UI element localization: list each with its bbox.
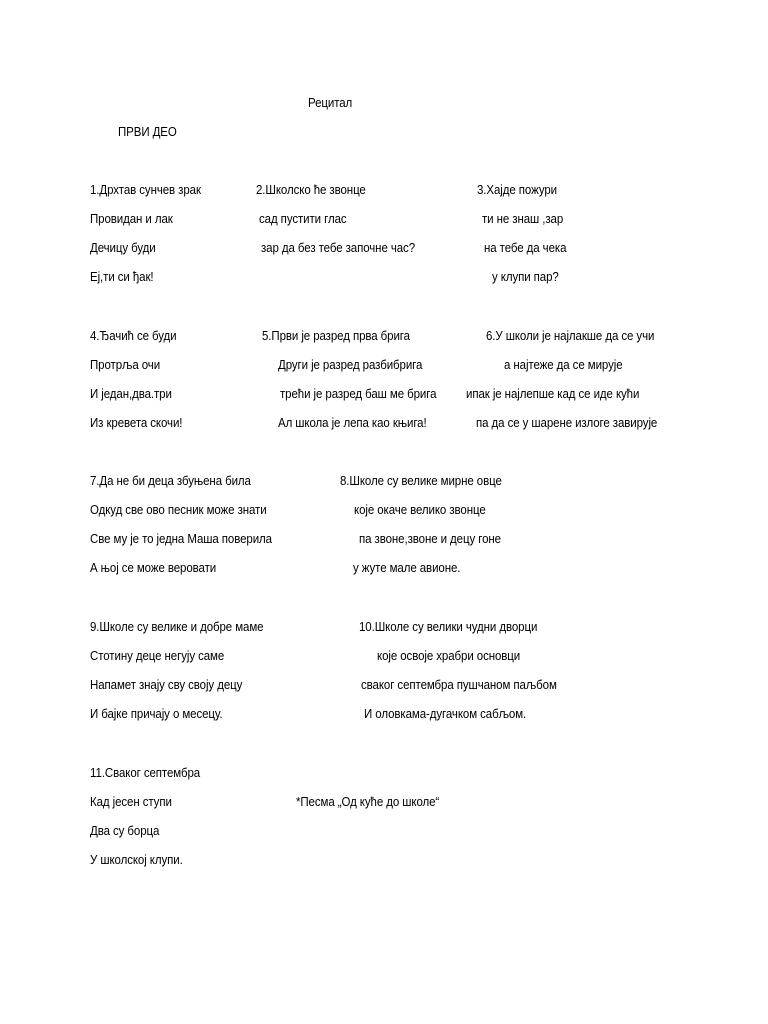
poem-3-line-3: на тебе да чека xyxy=(484,241,567,255)
poem-11-line-2: Кад јесен ступи xyxy=(90,795,172,809)
poem-1-line-4: Еј,ти си ђак! xyxy=(90,270,154,284)
poem-3-line-2: ти не знаш ,зар xyxy=(482,212,564,226)
poem-11-line-4: У школској клупи. xyxy=(90,853,183,867)
poem-6-line-2: а најтеже да се мирује xyxy=(504,358,623,372)
document-title: Рецитал xyxy=(308,96,353,110)
poem-1-line-3: Дечицу буди xyxy=(90,241,156,255)
section-heading: ПРВИ ДЕО xyxy=(118,125,177,139)
poem-9-line-3: Напамет знају сву своју децу xyxy=(90,678,243,692)
poem-7-line-1: 7.Да не би деца збуњена била xyxy=(90,474,251,488)
poem-1-line-2: Провидан и лак xyxy=(90,212,173,226)
poem-10-line-2: које освоје храбри основци xyxy=(377,649,521,663)
poem-4-line-4: Из кревета скочи! xyxy=(90,416,183,430)
poem-10-line-1: 10.Школе су велики чудни дворци xyxy=(359,620,538,634)
poem-10-line-3: сваког септембра пушчаном паљбом xyxy=(361,678,557,692)
poem-2-line-3: зар да без тебе започне час? xyxy=(261,241,416,255)
poem-3-line-1: 3.Хајде пожури xyxy=(477,183,557,197)
poem-7-line-3: Све му је то једна Маша поверила xyxy=(90,532,272,546)
poem-4-line-1: 4.Ђачић се буди xyxy=(90,329,177,343)
poem-2-line-1: 2.Школско ће звонце xyxy=(256,183,366,197)
poem-9-line-1: 9.Школе су велике и добре маме xyxy=(90,620,264,634)
poem-5-line-4: Ал школа је лепа као књига! xyxy=(278,416,427,430)
poem-5-line-1: 5.Први је разред прва брига xyxy=(262,329,410,343)
poem-6-line-3: ипак је најлепше кад се иде кући xyxy=(466,387,640,401)
source-footnote: *Песма „Од куће до школе“ xyxy=(296,795,440,809)
poem-10-line-4: И оловкама-дугачком сабљом. xyxy=(364,707,527,721)
poem-6-line-4: па да се у шарене излоге завирује xyxy=(476,416,658,430)
poem-8-line-1: 8.Школе су велике мирне овце xyxy=(340,474,502,488)
poem-5-line-2: Други је разред разбибрига xyxy=(278,358,423,372)
poem-4-line-3: И један,два.три xyxy=(90,387,172,401)
poem-4-line-2: Протрља очи xyxy=(90,358,161,372)
poem-2-line-2: сад пустити глас xyxy=(259,212,347,226)
poem-7-line-4: А њој се може веровати xyxy=(90,561,217,575)
poem-11-line-3: Два су борца xyxy=(90,824,160,838)
poem-5-line-3: трећи је разред баш ме брига xyxy=(280,387,437,401)
poem-8-line-3: па звоне,звоне и децу гоне xyxy=(359,532,501,546)
poem-3-line-4: у клупи пар? xyxy=(492,270,559,284)
poem-8-line-4: у жуте мале авионе. xyxy=(353,561,461,575)
poem-6-line-1: 6.У школи је најлакше да се учи xyxy=(486,329,655,343)
poem-9-line-2: Стотину деце негују саме xyxy=(90,649,225,663)
poem-11-line-1: 11.Сваког септембра xyxy=(90,766,201,780)
poem-1-line-1: 1.Дрхтав сунчев зрак xyxy=(90,183,201,197)
poem-8-line-2: које окаче велико звонце xyxy=(354,503,486,517)
poem-9-line-4: И бајке причају о месецу. xyxy=(90,707,223,721)
poem-7-line-2: Одкуд све ово песник може знати xyxy=(90,503,267,517)
